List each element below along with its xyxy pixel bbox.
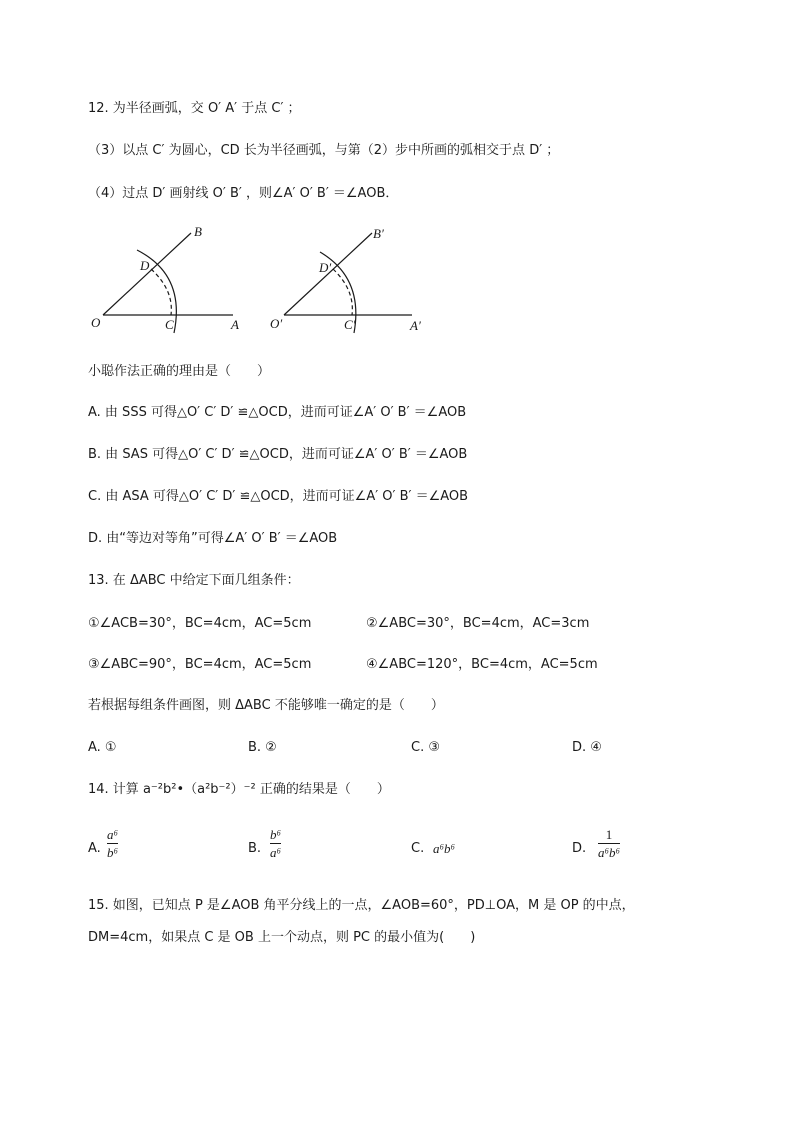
- q13-option-c[interactable]: C. ③: [411, 740, 440, 755]
- label-c2: C′: [344, 317, 356, 332]
- label-a2: A′: [410, 318, 421, 333]
- q12-step3: （3）以点 C′ 为圆心，CD 长为半径画弧，与第（2）步中所画的弧相交于点 D′ ；: [88, 143, 560, 158]
- q13-question: 若根据每组条件画图，则 ΔABC 不能够唯一确定的是（ ）: [88, 698, 444, 713]
- denominator: a⁶b⁶: [598, 845, 621, 860]
- q13-condition-1: ①∠ACB=30°，BC=4cm，AC=5cm: [88, 616, 312, 631]
- q14-option-c-value[interactable]: a⁶b⁶: [433, 841, 456, 856]
- q12-line1: 12. 为半径画弧，交 O′ A′ 于点 C′ ；: [88, 101, 301, 116]
- ray-ob: [103, 233, 191, 315]
- q14-option-d-fraction[interactable]: [598, 827, 620, 860]
- q14-stem: 14. 计算 a⁻²b²•（a²b⁻²）⁻² 正确的结果是（ ）: [88, 782, 390, 797]
- q14-option-b-label[interactable]: B.: [248, 841, 262, 856]
- q14-option-a-label[interactable]: A.: [88, 841, 101, 856]
- q15-line1: 15. 如图，已知点 P 是∠AOB 角平分线上的一点，∠AOB=60°，PD⊥OA，M 是 OP 的中点，: [88, 898, 635, 913]
- label-b2: B′: [373, 226, 384, 241]
- arc-cd: [137, 250, 176, 333]
- q12-option-b[interactable]: B. 由 SAS 可得△O′ C′ D′ ≌△OCD，进而可证∠A′ O′ B′ ＝∠AOB: [88, 447, 468, 462]
- q13-condition-4: ④∠ABC=120°，BC=4cm，AC=5cm: [366, 657, 598, 672]
- numerator: 1: [605, 827, 613, 842]
- q12-option-c[interactable]: C. 由 ASA 可得△O′ C′ D′ ≌△OCD，进而可证∠A′ O′ B′ ＝∠AOB: [88, 489, 469, 504]
- q13-condition-2: ②∠ABC=30°，BC=4cm，AC=3cm: [366, 616, 590, 631]
- q13-condition-3: ③∠ABC=90°，BC=4cm，AC=5cm: [88, 657, 312, 672]
- fraction-bar: [270, 843, 281, 844]
- label-c: C: [165, 317, 174, 332]
- fraction-bar: [107, 843, 118, 844]
- q12-question: 小聪作法正确的理由是（ ）: [88, 364, 271, 379]
- figure-left: [103, 233, 233, 333]
- q12-step4: （4）过点 D′ 画射线 O′ B′ ，则∠A′ O′ B′ ＝∠AOB．: [88, 186, 399, 201]
- arc-c2d2: [320, 252, 356, 333]
- q15-line2: DM=4cm，如果点 C 是 OB 上一个动点，则 PC 的最小值为( ): [88, 930, 476, 945]
- label-o2: O′: [270, 316, 283, 331]
- figure-right: [284, 233, 412, 333]
- label-b: B: [194, 224, 202, 239]
- q14-option-d-label[interactable]: D.: [572, 841, 587, 856]
- q12-option-a[interactable]: A. 由 SSS 可得△O′ C′ D′ ≌△OCD，进而可证∠A′ O′ B′ ＝∠AOB: [88, 405, 467, 420]
- q14-option-c-label[interactable]: C.: [411, 841, 425, 856]
- q13-option-b[interactable]: B. ②: [248, 740, 277, 755]
- q12-option-d[interactable]: D. 由“等边对等角”可得∠A′ O′ B′ ＝∠AOB: [88, 531, 338, 546]
- label-a: A: [231, 317, 239, 332]
- q14-option-a-fraction[interactable]: [107, 827, 118, 860]
- label-d: D: [140, 258, 150, 273]
- numerator: b⁶: [270, 827, 282, 842]
- fraction-bar: [598, 843, 620, 844]
- q13-option-d[interactable]: D. ④: [572, 740, 602, 755]
- q13-option-a[interactable]: A. ①: [88, 740, 117, 755]
- denominator: a⁶: [270, 845, 282, 860]
- denominator: b⁶: [107, 845, 119, 860]
- numerator: a⁶: [107, 827, 119, 842]
- q13-stem: 13. 在 ΔABC 中给定下面几组条件：: [88, 573, 300, 588]
- label-o: O: [91, 315, 101, 330]
- dashed-c2d2: [333, 269, 352, 315]
- dashed-cd: [151, 269, 171, 315]
- ray-o2b2: [284, 233, 372, 315]
- label-d2: D′: [319, 260, 332, 275]
- q14-option-b-fraction[interactable]: [270, 827, 281, 860]
